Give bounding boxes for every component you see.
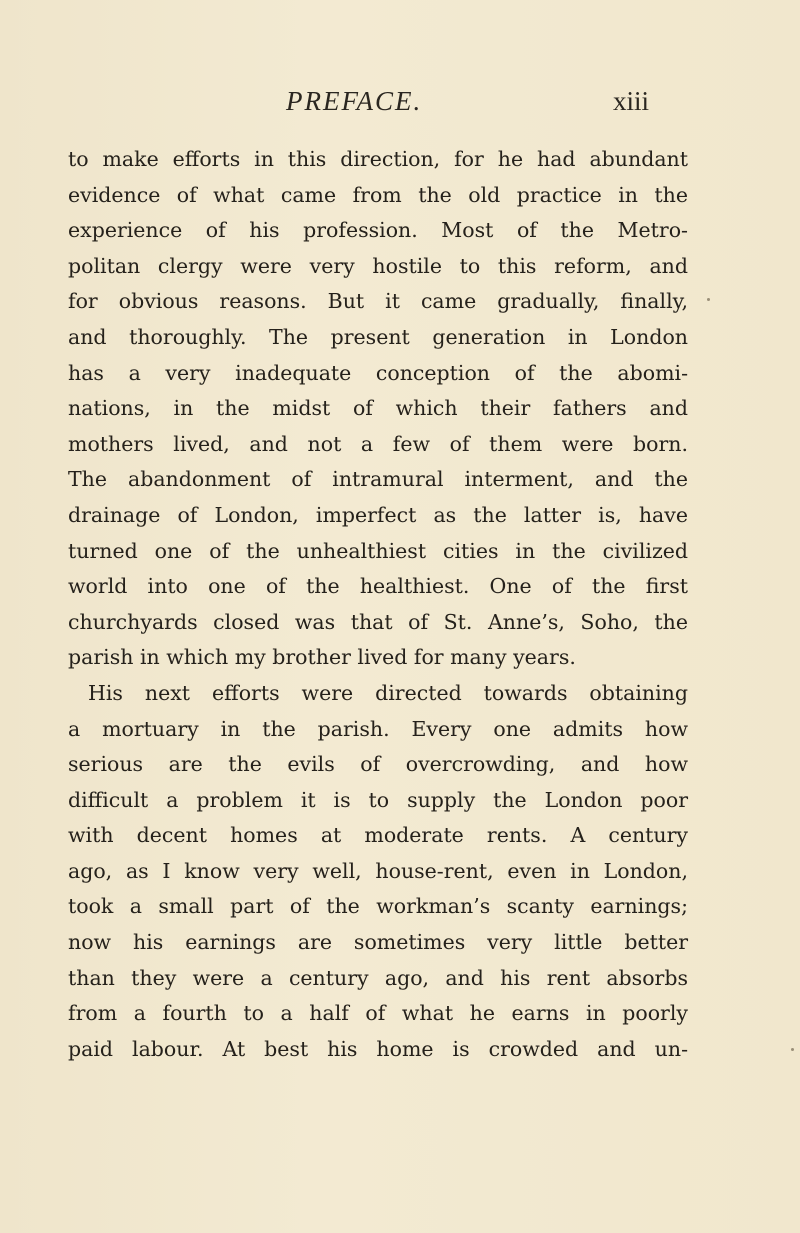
running-head: PREFACE. [286,86,423,116]
text-line: experience of his profession. Most of the Metro- [68,218,688,243]
text-line: for obvious reasons. But it came gradually, finally, [68,289,688,314]
text-line: drainage of London, imperfect as the latter is, have [68,502,688,527]
text-line: and thoroughly. The present generation in London [68,324,688,349]
text-line: The abandonment of intramural interment, and the [68,467,688,492]
text-line: than they were a century ago, and his rent absorbs [68,965,688,990]
text-line: politan clergy were very hostile to this reform, and [68,253,688,278]
text-line: to make efforts in this direction, for he had abundant [68,147,688,171]
text-line: a mortuary in the parish. Every one admits how [68,716,688,741]
text-line: ago, as I know very well, house-rent, even in London, [68,858,688,883]
text-line: His next efforts were directed towards obtaining [88,680,688,705]
text-line: from a fourth to a half of what he earns in poorly [68,1001,688,1026]
text-line: world into one of the healthiest. One of the first [68,574,688,599]
text-line: with decent homes at moderate rents. A century [68,823,688,848]
page-header [0,86,800,126]
text-line: serious are the evils of overcrowding, and how [68,752,688,777]
paper-speck [791,1048,794,1051]
paper-speck [707,298,710,301]
text-line: nations, in the midst of which their fathers and [68,396,688,421]
text-line: paid labour. At best his home is crowded and un- [68,1036,688,1061]
text-line: has a very inadequate conception of the abomi- [68,360,688,385]
text-line: evidence of what came from the old practice in the [68,182,688,207]
page-number: xiii [613,86,650,116]
text-line: now his earnings are sometimes very little better [68,930,688,955]
text-line: churchyards closed was that of St. Anne’s, Soho, the [68,609,688,634]
text-line: parish in which my brother lived for many years. [68,645,576,670]
text-line: took a small part of the workman’s scanty earnings; [68,894,688,919]
text-line: turned one of the unhealthiest cities in the civilized [68,538,688,563]
body-text [68,142,688,1067]
text-line: mothers lived, and not a few of them were born. [68,431,688,456]
text-line: difficult a problem it is to supply the London poor [68,787,688,812]
